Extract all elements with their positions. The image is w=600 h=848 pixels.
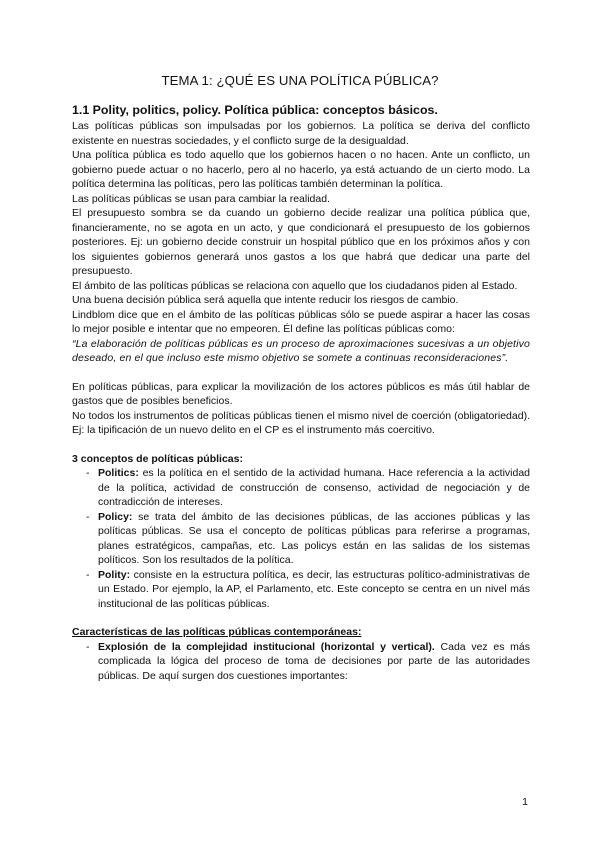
dash-bullet: - bbox=[86, 467, 90, 479]
paragraph: El ámbito de las políticas públicas se relaciona con aquello que los ciudadanos piden al Estado. bbox=[72, 279, 518, 292]
section-heading: 1.1 Polity, politics, policy. Política pública: conceptos básicos. bbox=[72, 103, 438, 117]
document-body bbox=[72, 102, 530, 683]
paragraph: Una buena decisión pública será aquella que intente reducir los riesgos de cambio. bbox=[72, 294, 459, 306]
characteristic-text: Cada vez es más complicada la lógica del proceso de toma de decisiones por parte de las autoridades públicas. De aquí surgen dos cuestiones importantes: bbox=[98, 640, 530, 682]
characteristics-heading: Características de las políticas públicas contemporáneas: bbox=[72, 626, 362, 638]
concept-term: Policy: bbox=[98, 510, 133, 523]
characteristic-term: Explosión de la complejidad institucional (horizontal y vertical). bbox=[98, 640, 435, 653]
concept-text: se trata del ámbito de las decisiones públicas, de las acciones públicas y las políticas públicas. Se usa el concepto de políticas públicas para referirse a programas, planes estratégicos, campañas, etc. Las policys están en las salidas de los sistemas políticos. Son los resultados de la política. bbox=[98, 510, 530, 566]
dash-bullet: - bbox=[86, 510, 90, 523]
paragraph: El presupuesto sombra se da cuando un gobierno decide realizar una política pública que, financieramente, no se agota en un acto, y que condicionará el presupuesto de los gobiernos posteriores. Ej: un gobierno decide construir un hospital público que en los próximos años y con los siguientes gobiernos generará unos gastos a los que habrá que dedicar una parte del presupuesto. bbox=[72, 207, 530, 277]
paragraph: No todos los instrumentos de políticas públicas tienen el mismo nivel de coerción (obligatoriedad). Ej: la tipificación de un nuevo delito en el CP es el instrumento más coercitivo. bbox=[72, 409, 530, 436]
paragraph: Las políticas públicas se usan para cambiar la realidad. bbox=[72, 192, 330, 205]
list-item bbox=[72, 640, 530, 684]
concepts-heading: 3 conceptos de políticas públicas: bbox=[72, 452, 243, 465]
concepts-list bbox=[72, 466, 530, 611]
concept-text: consiste en la estructura política, es decir, las estructuras político-administrativas de un Estado. Por ejemplo, la AP, el Parlamento, etc. Este concepto se centra en un nivel más institucional de las políticas públicas. bbox=[98, 568, 530, 610]
dash-bullet: - bbox=[86, 640, 90, 653]
paragraph: Las políticas públicas son impulsadas por los gobiernos. La política se deriva del conflicto existente en nuestras sociedades, y el conflicto surge de la desigualdad. bbox=[72, 120, 530, 147]
page-number: 1 bbox=[522, 796, 528, 808]
list-item bbox=[72, 466, 530, 510]
concept-term: Politics: bbox=[98, 467, 139, 479]
paragraph: En políticas públicas, para explicar la movilización de los actores públicos es más útil hablar de gastos que de posibles beneficios. bbox=[72, 380, 530, 407]
lindblom-quote: “La elaboración de políticas públicas es un proceso de aproximaciones sucesivas a un objetivo deseado, en el que incluso este mismo objetivo se somete a continuas reconsideraciones”. bbox=[72, 337, 530, 364]
concept-term: Polity: bbox=[98, 568, 131, 581]
spacer bbox=[72, 438, 530, 452]
spacer bbox=[72, 366, 530, 380]
list-item bbox=[72, 568, 530, 612]
document-title: TEMA 1: ¿QUÉ ES UNA POLÍTICA PÚBLICA? bbox=[161, 73, 439, 88]
dash-bullet: - bbox=[86, 568, 90, 581]
paragraph: Lindblom dice que en el ámbito de las políticas públicas sólo se puede aspirar a hacer las cosas lo mejor posible e intentar que no empeoren. Él define las políticas públicas como: bbox=[72, 308, 530, 335]
characteristics-list bbox=[72, 640, 530, 684]
spacer bbox=[72, 611, 530, 625]
list-item bbox=[72, 510, 530, 568]
concept-text: es la política en el sentido de la actividad humana. Hace referencia a la actividad de la política, actividad de construcción de consenso, actividad de negociación y de contradicción de intereses. bbox=[98, 467, 530, 508]
paragraph: Una política pública es todo aquello que los gobiernos hacen o no hacen. Ante un conflicto, un gobierno puede actuar o no hacerlo, pero al no hacerlo, ya está actuando de un cierto modo. La política determina las políticas, pero las políticas también determinan la política. bbox=[72, 149, 530, 190]
